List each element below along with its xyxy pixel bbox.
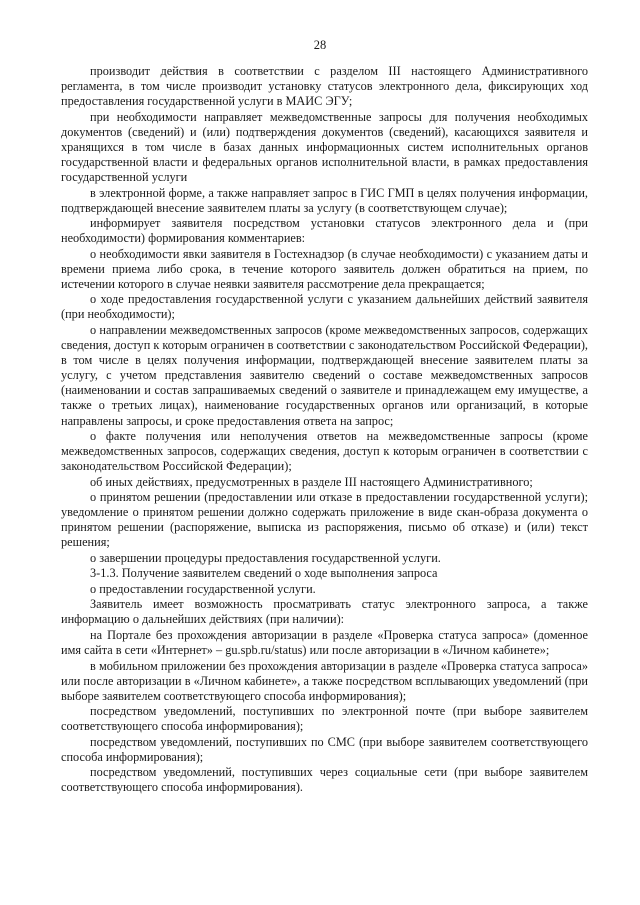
paragraph: о ходе предоставления государственной услуги с указанием дальнейших действий заявителя (при необходимости); xyxy=(61,292,588,322)
paragraph: посредством уведомлений, поступивших через социальные сети (при выборе заявителем соответствующего способа информирования). xyxy=(61,765,588,795)
paragraph: посредством уведомлений, поступивших по СМС (при выборе заявителем соответствующего способа информирования); xyxy=(61,734,588,764)
paragraph: о необходимости явки заявителя в Гостехнадзор (в случае необходимости) с указанием даты и времени приема либо срока, в течение которого заявитель должен обратиться на прием, по истечении которого в случае неявки заявителя рассмотрение дела прекращается; xyxy=(61,246,588,291)
paragraph: при необходимости направляет межведомственные запросы для получения необходимых документов (сведений) и (или) подтверждения документов (сведений), касающихся заявителя и хранящихся в том числе в базах данных информационных систем исполнительных органов государственной власти и федеральных органов исполнительной власти, в рамках предоставления государственной услуги xyxy=(61,109,588,185)
paragraph: о принятом решении (предоставлении или отказе в предоставлении государственной услуги); уведомление о принятом решении должно содержать приложение в виде скан-образа документа о принятом решении (распоряжение, выписка из распоряжения, письмо об отказе) и (или) текст решения; xyxy=(61,490,588,550)
paragraph: о завершении процедуры предоставления государственной услуги. xyxy=(90,550,441,565)
paragraph: посредством уведомлений, поступивших по электронной почте (при выборе заявителем соответствующего способа информирования); xyxy=(61,704,588,734)
paragraph: производит действия в соответствии с разделом III настоящего Административного регламента, в том числе производит установку статусов электронного дела, фиксирующих ход предоставления государственной услуги в МАИС ЭГУ; xyxy=(61,64,588,109)
paragraph: о направлении межведомственных запросов (кроме межведомственных запросов, содержащих сведения, доступ к которым ограничен в соответствии с законодательством Российской Федерации), в том числе в целях получения информации, подтверждающей внесение заявителем платы за услугу, с учетом представления заявителю сведений о составе межведомственных запросов (наименовании и состав запрашиваемых сведений о заявителе и принадлежащем ему имуществе, а также о третьих лицах), наименование государственных органов или организаций, в которые направлены запросы, и сроке предоставления ответа на запрос; xyxy=(61,322,588,428)
paragraph: о факте получения или неполучения ответов на межведомственные запросы (кроме межведомственных запросов, содержащих сведения, доступ к которым ограничен в соответствии с законодательством Российской Федерации); xyxy=(61,428,588,474)
paragraph: Заявитель имеет возможность просматривать статус электронного запроса, а также информацию о дальнейших действиях (при наличии): xyxy=(61,597,588,627)
paragraph: на Портале без прохождения авторизации в разделе «Проверка статуса запроса» (доменное имя сайта в сети «Интернет» – gu.spb.ru/status) или после авторизации в «Личном кабинете»; xyxy=(61,627,588,658)
paragraph: в электронной форме, а также направляет запрос в ГИС ГМП в целях получения информации, подтверждающей внесение заявителем платы за услугу (в соответствующем случае); xyxy=(61,185,588,215)
paragraph: информирует заявителя посредством установки статусов электронного дела и (при необходимости) формирования комментариев: xyxy=(61,216,588,246)
section-heading: 3-1.3. Получение заявителем сведений о ходе выполнения запроса xyxy=(90,566,438,581)
document-body xyxy=(61,64,588,796)
paragraph: в мобильном приложении без прохождения авторизации в разделе «Проверка статуса запроса» или после авторизации в «Личном кабинете», а также посредством всплывающих уведомлений (при выборе заявителем соответствующего способа информирования); xyxy=(61,658,589,703)
paragraph: о предоставлении государственной услуги. xyxy=(90,581,316,596)
page-number: 28 xyxy=(313,38,327,52)
paragraph: об иных действиях, предусмотренных в разделе III настоящего Административного; xyxy=(90,474,533,489)
